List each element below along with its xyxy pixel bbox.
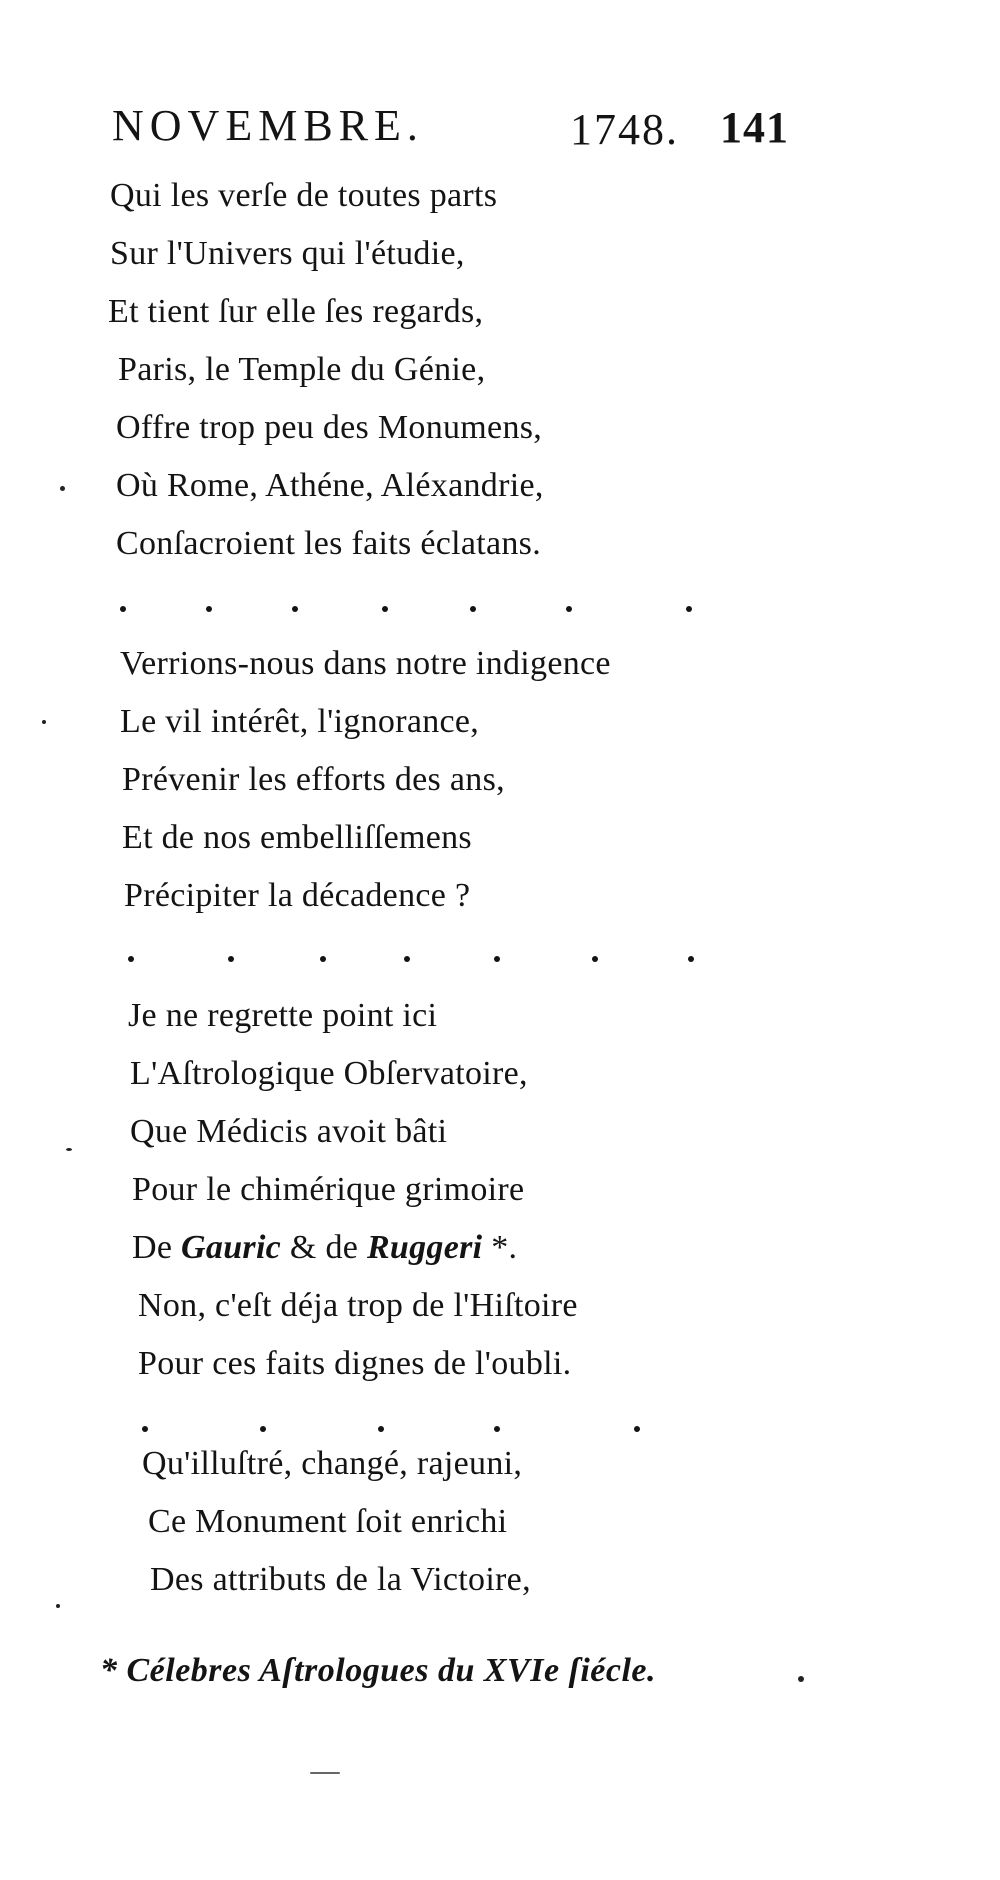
footnote-marker: *. [482,1229,518,1266]
ink-speck [56,1604,60,1608]
verse-line: Des attributs de la Victoire, [150,1561,531,1598]
verse-line: Paris, le Temple du Génie, [118,351,486,388]
footnote: * Célebres Aſtrologues du XVIe ſiécle. [100,1652,657,1689]
ink-speck [310,1772,340,1774]
verse-line: Offre trop peu des Monumens, [116,409,543,446]
ink-speck [66,1148,72,1151]
ink-speck [42,720,46,724]
verse-line: Conſacroient les faits éclatans. [116,525,542,562]
verse-line: Je ne regrette point ici [128,997,438,1034]
verse-line: Pour le chimérique grimoire [132,1171,525,1208]
page-number: 141 [720,103,789,152]
verse-line: Pour ces faits dignes de l'oubli. [138,1345,572,1382]
verse-line: Ce Monument ſoit enrichi [148,1503,508,1540]
verse-line: Et de nos embelliſſemens [122,819,472,856]
names-conjunction: & de [281,1229,367,1266]
verse-line: Qu'illuſtré, changé, rajeuni, [142,1445,523,1482]
verse-line: Précipiter la décadence ? [124,877,471,914]
ink-speck [798,1676,804,1682]
verse-line: Prévenir les efforts des ans, [122,761,505,798]
ellipsis-separator [120,606,700,636]
name-gauric: Gauric [181,1229,282,1266]
verse-line: Verrions-nous dans notre indigence [120,645,611,682]
verse-line-names [132,1228,517,1268]
name-ruggeri: Ruggeri [366,1229,483,1266]
verse-line: Où Rome, Athéne, Aléxandrie, [116,467,544,504]
verse-line: L'Aſtrologique Obſervatoire, [130,1055,528,1092]
header-year: 1748. [570,105,679,154]
ellipsis-separator [128,956,708,986]
ink-speck [60,486,65,491]
running-header [112,100,832,160]
verse-line: Que Médicis avoit bâti [130,1113,448,1150]
header-month: NOVEMBRE. [112,101,424,150]
verse-line: Et tient ſur elle ſes regards, [108,293,484,330]
names-prefix: De [132,1229,182,1266]
verse-line: Le vil intérêt, l'ignorance, [120,703,480,740]
verse-line: Sur l'Univers qui l'étudie, [110,235,465,272]
verse-line: Qui les verſe de toutes parts [110,177,498,214]
verse-line: Non, c'eſt déja trop de l'Hiſtoire [138,1287,578,1324]
